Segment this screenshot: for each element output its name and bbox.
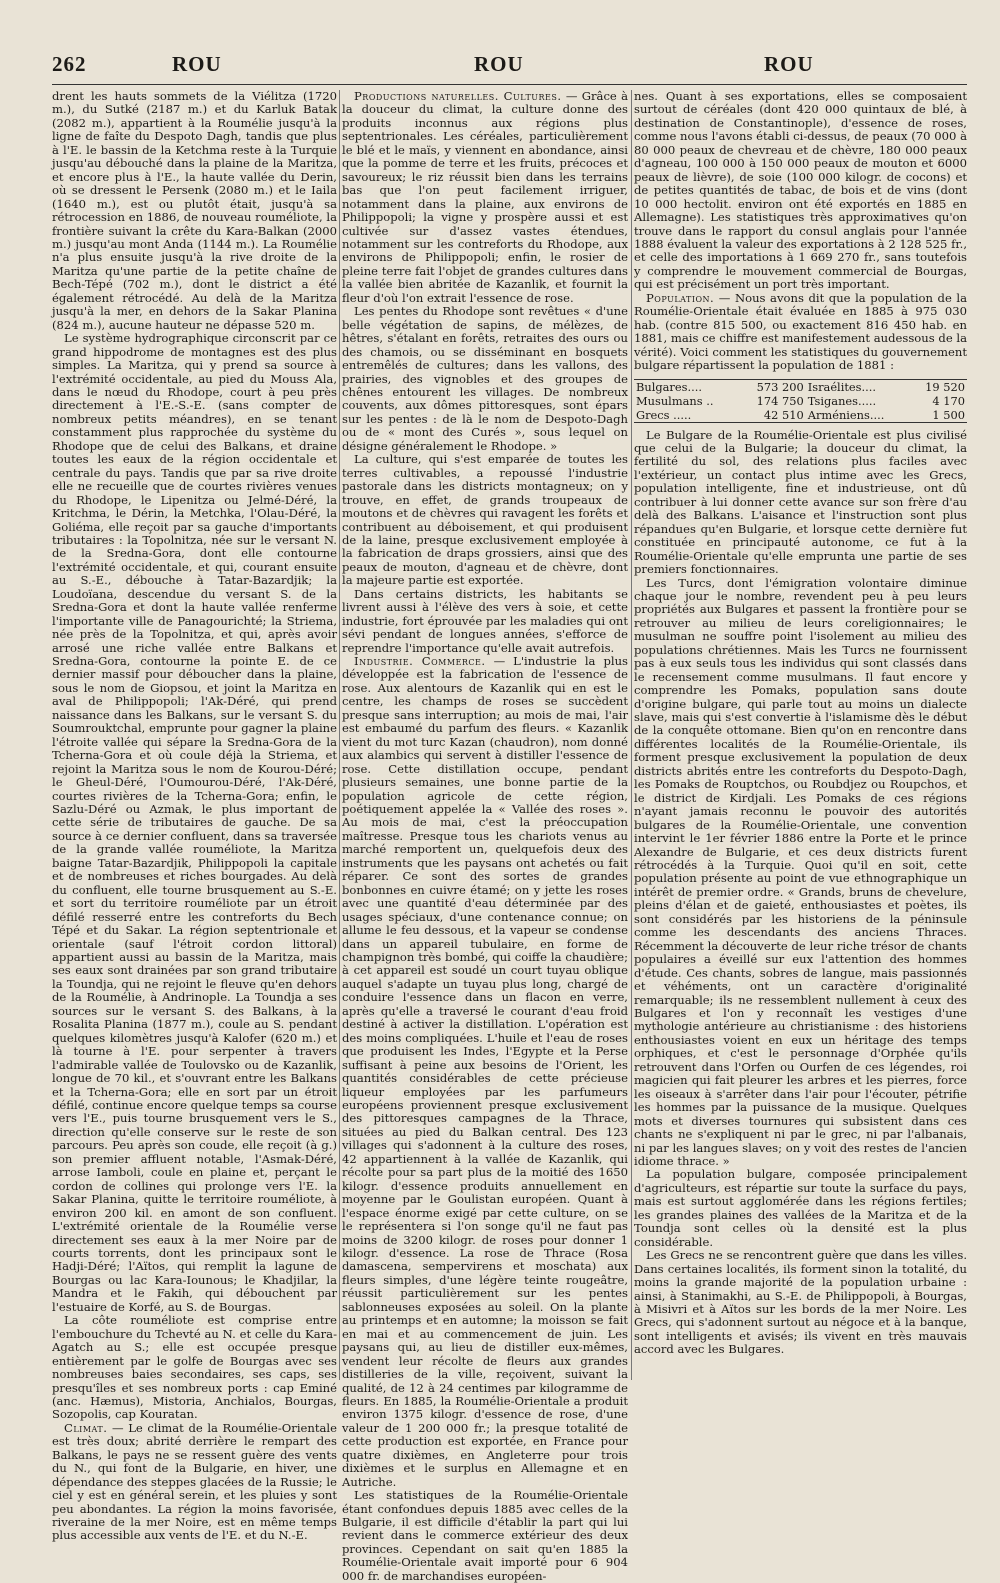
text-column-2: [342, 89, 628, 1583]
column-separator: [339, 90, 340, 1380]
section-lead: Population.: [646, 290, 715, 305]
section-lead: Productions naturelles. Cultures.: [354, 89, 562, 103]
running-head-right: ROU: [764, 52, 814, 76]
section-lead: Climat.: [64, 1420, 108, 1435]
paragraph: Le Bulgare de la Roumélie-Orientale est plus civilisé que celui de la Bulgarie; la douceur du climat, la fertilité du sol, des relations plus faciles avec l'extérieur, un contact plus intime avec les Grecs, population intelligente, fine et industrieuse, ont dû contribuer à lui donner cette avance sur son frère d'au delà des Balkans. L'aisance et l'instruction sont plus répandues qu'en Bulgarie, et lorsque cette dernière fut constituée en principauté autonome, ce fut à la Roumélie-Orientale qu'elle emprunta une partie de ses premiers fonctionnaires.: [634, 427, 967, 577]
paragraph: Les statistiques de la Roumélie-Orientale étant confondues depuis 1885 avec celles de la Bulgarie, il est difficile d'établir la part qui lui revient dans le commerce extérieur des deux provinces. Cependant on sait qu'en 1885 la Roumélie-Orientale avait importé pour 6 904 000 fr. de marchandises européen-: [342, 1488, 628, 1583]
paragraph-productions: Productions naturelles. Cultures. — Grâce à la douceur du climat, la culture donne des produits inconnus aux régions plus septentrionales. Les céréales, particulièrement le blé et le maïs, y viennent en abondance, ainsi que la pomme de terre et les fruits, précoces et savoureux; le riz réussit bien dans les terrains bas que l'on peut facilement irriguer, notamment dans la plaine, aux environs de Philippopoli; la vigne y prospère aussi et est cultivée sur d'assez vastes étendues, notamment sur les contreforts du Rhodope, aux environs de Philippopoli; enfin, le rosier de pleine terre fait l'objet de grandes cultures dans la vallée bien abritée de Kazanlik, et fournit la fleur d'où l'on extrait l'essence de rose.: [342, 89, 628, 305]
paragraph: Dans certains districts, les habitants se livrent aussi à l'élève des vers à soie, et cette industrie, fort éprouvée par les maladies qui ont sévi pendant de longues années, s'efforce de reprendre l'importance qu'elle avait autrefois.: [342, 586, 628, 655]
population-table: [634, 379, 967, 423]
paragraph-climat: Climat. — Le climat de la Roumélie-Orientale est très doux; abrité derrière le rempart des Balkans, le pays ne se ressent guère des vents du N., qui font de la Bulgarie, en hiver, une dépendance des steppes glacées de la Russie; le ciel y est en général serein, et les pluies y sont peu abondantes. La région la moins favorisée, riveraine de la mer Noire, est en même temps plus accessible aux vents de l'E. et du N.-E.: [52, 1420, 337, 1543]
running-head-center: ROU: [474, 52, 524, 76]
paragraph: Les Turcs, dont l'émigration volontaire diminue chaque jour le nombre, revendent peu à peu leurs propriétés aux Bulgares et passent la frontière pour se retrouver au milieu de leurs coreligionnaires; le musulman ne souffre point l'isolement au milieu des populations chrétiennes. Mais les Turcs ne fournissent pas à eux seuls tous les individus qui sont classés dans le recensement comme musulmans. Il faut encore y comprendre les Pomaks, population sans doute d'origine bulgare, qui parle tout au moins un dialecte slave, mais qui s'est convertie à l'islamisme dès le début de la conquête ottomane. Bien qu'on en rencontre dans différentes localités de la Roumélie-Orientale, ils forment presque exclusivement la population de deux districts abrités entre les contreforts du Despoto-Dagh, les Pomaks de Rouptchos, ou Roubdjez ou Roupchos, et le district de Kirdjali. Les Pomaks de ces régions n'ayant jamais reconnu le pouvoir des autorités bulgares de la Roumélie-Orientale, une convention intervint le 1er février 1886 entre la Porte et le prince Alexandre de Bulgarie, et ces deux districts furent rétrocédés à la Turquie. Quoi qu'il en soit, cette population présente au point de vue ethnographique un intérêt de premier ordre. « Grands, bruns de chevelure, pleins d'élan et de gaieté, enthousiastes et poètes, ils sont considérés par les historiens de la péninsule comme les descendants des anciens Thraces. Récemment la découverte de leur riche trésor de chants populaires a éveillé sur eux l'attention des hommes d'étude. Ces chants, sobres de langue, mais passionnés et véhéments, ont un caractère d'originalité remarquable; ils ne ressemblent nullement à ceux des Bulgares et l'on y reconnaît les vestiges d'une mythologie antérieure au christianisme : des historiens enthousiastes voient en eux un héritage des temps orphiques, et c'est le personnage d'Orphée qu'ils retrouvent dans l'Orfen ou Ourfen de ces légendes, roi magicien qui fait pleurer les arbres et les pierres, force les oiseaux à s'arrêter dans l'air pour l'écouter, pétrifie les hommes par la puissance de la musique. Quelques mots et diverses tournures qui subsistent dans ces chants ne s'expliquent ni par le grec, ni par l'albanais, ni par les langues slaves; on y voit des restes de l'ancien idiome thrace. »: [634, 575, 967, 1168]
section-lead: Industrie. Commerce.: [354, 654, 486, 669]
table-row: Bulgares.... 573 200 Israélites.... 19 520: [636, 379, 965, 394]
paragraph: La culture, qui s'est emparée de toutes les terres cultivables, a repoussé l'industrie pastorale dans les districts montagneux; on y trouve, en effet, de grands troupeaux de moutons et de chèvres qui ravagent les forêts et contribuent au déboisement, et qui produisent de la laine, presque exclusivement employée à la fabrication de draps grossiers, ainsi que des peaux de mouton, d'agneau et de chèvre, dont la majeure partie est exportée.: [342, 452, 628, 588]
text-column-3: [634, 90, 967, 1380]
header-rule: [52, 84, 967, 85]
paragraph: Le système hydrographique circonscrit par ce grand hippodrome de montagnes est des plus simples. La Maritza, qui y prend sa source à l'extrémité occidentale, au pied du Mouss Ala, dans le nœud du Rhodope, court à peu près directement à l'E.-S.-E. (sans compter de nombreux petits méandres), en se tenant constamment plus rapprochée du système du Rhodope que de celui des Balkans, et draine toutes les eaux de la région occidentale et centrale du pays. Tandis que par sa rive droite elle ne recueille que de courtes rivières venues du Rhodope, le Lipenitza ou Jelmé-Déré, la Kritchma, le Dérin, la Metchka, l'Olau-Déré, la Goliéma, elle reçoit par sa gauche d'importants tributaires : la Topolnitza, née sur le versant N. de la Sredna-Gora, dont elle contourne l'extrémité occidentale, et qui, courant ensuite au S.-E., débouche à Tatar-Bazardjik; la Loudoïana, descendue du versant S. de la Sredna-Gora et dont la haute vallée renferme l'importante ville de Panagourichté; la Striema, née près de la Topolnitza, et qui, après avoir arrosé une riche vallée entre Balkans et Sredna-Gora, contourne la pointe E. de ce dernier massif pour déboucher dans la plaine, sous le nom de Giopsou, et joint la Maritza en aval de Philippopoli; l'Ak-Déré, qui prend naissance dans les Balkans, sur le versant S. du Soumrouktchal, emprunte pour gagner la plaine l'étroite vallée qui sépare la Sredna-Gora de la Tcherna-Gora et où coule déjà la Striema, et rejoint la Maritza sous le nom de Kourou-Déré; le Gheul-Déré, l'Oumourou-Déré, l'Ak-Déré, courtes rivières de la Tcherna-Gora; enfin, le Sazlu-Déré ou Azmak, le plus important de cette série de tributaires de gauche. De sa source à ce dernier confluent, dans sa traversée de la grande vallée rouméliote, la Maritza baigne Tatar-Bazardjik, Philippopoli la capitale et de nombreuses et riches bourgades. Au delà du confluent, elle tourne brusquement au S.-E. et sort du territoire rouméliote par un étroit défilé resserré entre les contreforts du Bech Tépé et du Sakar. La région septentrionale et orientale (sauf l'étroit cordon littoral) appartient aussi au bassin de la Maritza, mais ses eaux sont drainées par son grand tributaire la Toundja, qui ne rejoint le fleuve qu'en dehors de la Roumélie, à Andrinople. La Toundja a ses sources sur le versant S. des Balkans, à la Rosalita Planina (1877 m.), coule au S. pendant quelques kilomètres jusqu'à Kalofer (620 m.) et là tourne à l'E. pour serpenter à travers l'admirable vallée de Toulovsko ou de Kazanlik, longue de 70 kil., et s'ouvrant entre les Balkans et la Tcherna-Gora; elle en sort par un étroit défilé, continue encore quelque temps sa course vers l'E., puis tourne brusquement vers le S., direction qu'elle conserve sur le reste de son parcours. Peu après son coude, elle reçoit (à g.) son premier affluent notable, l'Asmak-Déré, arrose Iamboli, coule en plaine et, perçant le cordon de collines qui prolonge vers l'E. la Sakar Planina, quitte le territoire rouméliote, à environ 200 kil. en amont de son confluent. L'extrémité orientale de la Roumélie verse directement ses eaux à la mer Noire par de courts torrents, dont les principaux sont le Hadji-Déré; l'Aïtos, qui remplit la lagune de Bourgas ou lac Kara-Iounous; le Khadjilar, la Mandra et le Fakih, qui débouchent par l'estuaire de Korfé, au S. de Bourgas.: [52, 331, 337, 1314]
paragraph: Les Grecs ne se rencontrent guère que dans les villes. Dans certaines localités, ils forment sinon la totalité, du moins la grande majorité de la population urbaine : ainsi, à Stanimakhi, au S.-E. de Philippopoli, à Bourgas, à Misivri et à Aïtos sur les bords de la mer Noire. Les Grecs, qui s'adonnent surtout au négoce et à la banque, sont intelligents et avisés; ils vivent en très mauvais accord avec les Bulgares.: [634, 1248, 967, 1357]
running-head-left: ROU: [172, 52, 222, 76]
paragraph-population: Population. — Nous avons dit que la population de la Roumélie-Orientale était évaluée en 1885 à 975 030 hab. (contre 815 500, ou exactement 816 450 hab. en 1881, mais ce chiffre est manifestement audessous de la vérité). Voici comment les statistiques du gouvernement bulgare répartissent la population de 1881 :: [634, 290, 967, 373]
table-row: Grecs ..... 42 510 Arméniens.... 1 500: [636, 407, 965, 422]
paragraph: La côte rouméliote est comprise entre l'embouchure du Tchevté au N. et celle du Kara-Agatch au S.; elle est occupée presque entièrement par le golfe de Bourgas avec ses nombreuses baies secondaires, ses caps, ses presqu'îles et ses nombreux ports : cap Eminé (anc. Hæmus), Mistoria, Anchialos, Bourgas, Sozopolis, cap Kouratan.: [52, 1313, 337, 1422]
paragraph-industrie: Industrie. Commerce. — L'industrie la plus développée est la fabrication de l'essence de rose. Aux alentours de Kazanlik qui en est le centre, les champs de roses se succèdent presque sans interruption; au mois de mai, l'air est embaumé du parfum des fleurs. « Kazanlik vient du mot turc Kazan (chaudron), nom donné aux alambics qui servent à distiller l'essence de rose. Cette distillation occupe, pendant plusieurs semaines, une bonne partie de la population agricole de cette région, poétiquement appelée la « Vallée des roses ». Au mois de mai, c'est la préoccupation maîtresse. Presque tous les chariots venus au marché remportent un, quelquefois deux des instruments que les paysans ont achetés ou fait réparer. Ce sont des sortes de grandes bonbonnes en cuivre étamé; on y jette les roses avec une quantité d'eau déterminée par des usages spéciaux, d'une contenance connue; on allume le feu dessous, et la vapeur se condense dans un appareil tubulaire, en forme de champignon très bombé, qui coiffe la chaudière; à cet appareil est soudé un court tuyau oblique auquel s'adapte un tuyau plus long, chargé de conduire l'essence dans un flacon en verre, après qu'elle a traversé le courant d'eau froid destiné à activer la distillation. L'opération est des moins compliquées. L'huile et l'eau de roses que produisent les Indes, l'Egypte et la Perse suffisant à peine aux besoins de l'Orient, les quantités considérables de cette précieuse liqueur employées par les parfumeurs européens proviennent presque exclusivement des pittoresques campagnes de la Thrace, situées au pied du Balkan central. Des 123 villages qui s'adonnent à la culture des roses, 42 appartiennent à la vallée de Kazanlik, qui récolte pour sa part plus de la moitié des 1650 kilogr. d'essence produits annuellement en moyenne par le Goulistan européen. Quant à l'espace énorme exigé par cette culture, on se le représentera si l'on songe qu'il ne faut pas moins de 3200 kilogr. de roses pour donner 1 kilogr. d'essence. La rose de Thrace (Rosa damascena, sempervirens et moschata) aux fleurs simples, d'une légère teinte rougeâtre, réussit particulièrement sur les pentes sablonneuses exposées au soleil. On la plante au printemps et en automne; la moisson se fait en mai et au commencement de juin. Les paysans qui, au lieu de distiller eux-mêmes, vendent leur récolte de fleurs aux grandes distilleries de la ville, reçoivent, suivant la qualité, de 12 à 24 centimes par kilogramme de fleurs. En 1885, la Roumélie-Orientale a produit environ 1375 kilogr. d'essence de rose, d'une valeur de 1 200 000 fr.; la presque totalité de cette production est exportée, en France pour quatre dixièmes, en Angleterre pour trois dixièmes et le surplus en Allemagne et en Autriche.: [342, 654, 628, 1489]
table-row: Musulmans .. 174 750 Tsiganes..... 4 170: [636, 393, 965, 408]
page-number: 262: [52, 52, 87, 76]
text-column-1: [52, 89, 337, 1543]
column-separator: [631, 90, 632, 1380]
paragraph: nes. Quant à ses exportations, elles se composaient surtout de céréales (dont 420 000 quintaux de blé, à destination de Constantinople), d'essence de roses, comme nous l'avons établi ci-dessus, de peaux (70 000 à 80 000 peaux de chevreau et de chèvre, 180 000 peaux d'agneau, 100 000 à 150 000 peaux de mouton et 6000 peaux de lièvre), de soie (100 000 kilogr. de cocons) et de petites quantités de tabac, de bois et de vins (dont 10 000 hectolit. environ ont été exportés en 1885 en Allemagne). Les statistiques très approximatives qu'on trouve dans le rapport du consul anglais pour l'année 1888 évaluent la valeur des exportations à 2 128 525 fr., et celle des importations à 1 669 270 fr., sans toutefois y comprendre le mouvement commercial de Bourgas, qui est précisément un port très important.: [634, 89, 967, 292]
paragraph: La population bulgare, composée principalement d'agriculteurs, est répartie sur toute la surface du pays, mais est surtout agglomérée dans les régions fertiles; les grandes plaines des vallées de la Maritza et de la Toundja sont celles où la densité est la plus considérable.: [634, 1167, 967, 1249]
paragraph: Les pentes du Rhodope sont revêtues « d'une belle végétation de sapins, de mélèzes, de hêtres, s'étalant en forêts, retraites des ours ou des chamois, ou se disséminant en bosquets entremêlés de cultures; dans les vallons, des prairies, des vignobles et des groupes de chênes entourent les villages. De nombreux couvents, aux dômes pittoresques, sont épars sur les pentes : de là le nom de Despoto-Dagh ou de « mont des Curés », sous lequel on désigne généralement le Rhodope. »: [342, 304, 628, 453]
paragraph: drent les hauts sommets de la Viélitza (1720 m.), du Sutké (2187 m.) et du Karluk Batak (2082 m.), appartient à la Roumélie jusqu'à la ligne de faîte du Despoto Dagh, tandis que plus à l'E. le bassin de la Ketchma reste à la Turquie jusqu'au débouché dans la plaine de la Maritza, et encore plus à l'E., la haute vallée du Derin, où se dressent le Persenk (2080 m.) et le Iaila (1640 m.), est ou plutôt était, jusqu'à sa rétrocession en 1886, de nouveau rouméliote, la frontière suivant la crête du Kara-Balkan (2000 m.) jusqu'au mont Anda (1144 m.). La Roumélie n'a plus ensuite jusqu'à la rive droite de la Maritza qu'une partie de la petite chaîne de Bech-Tépé (702 m.), dont le district a été également rétrocédé. Au delà de la Maritza jusqu'à la mer, en dehors de la Sakar Planina (824 m.), aucune hauteur ne dépasse 520 m.: [52, 89, 337, 332]
